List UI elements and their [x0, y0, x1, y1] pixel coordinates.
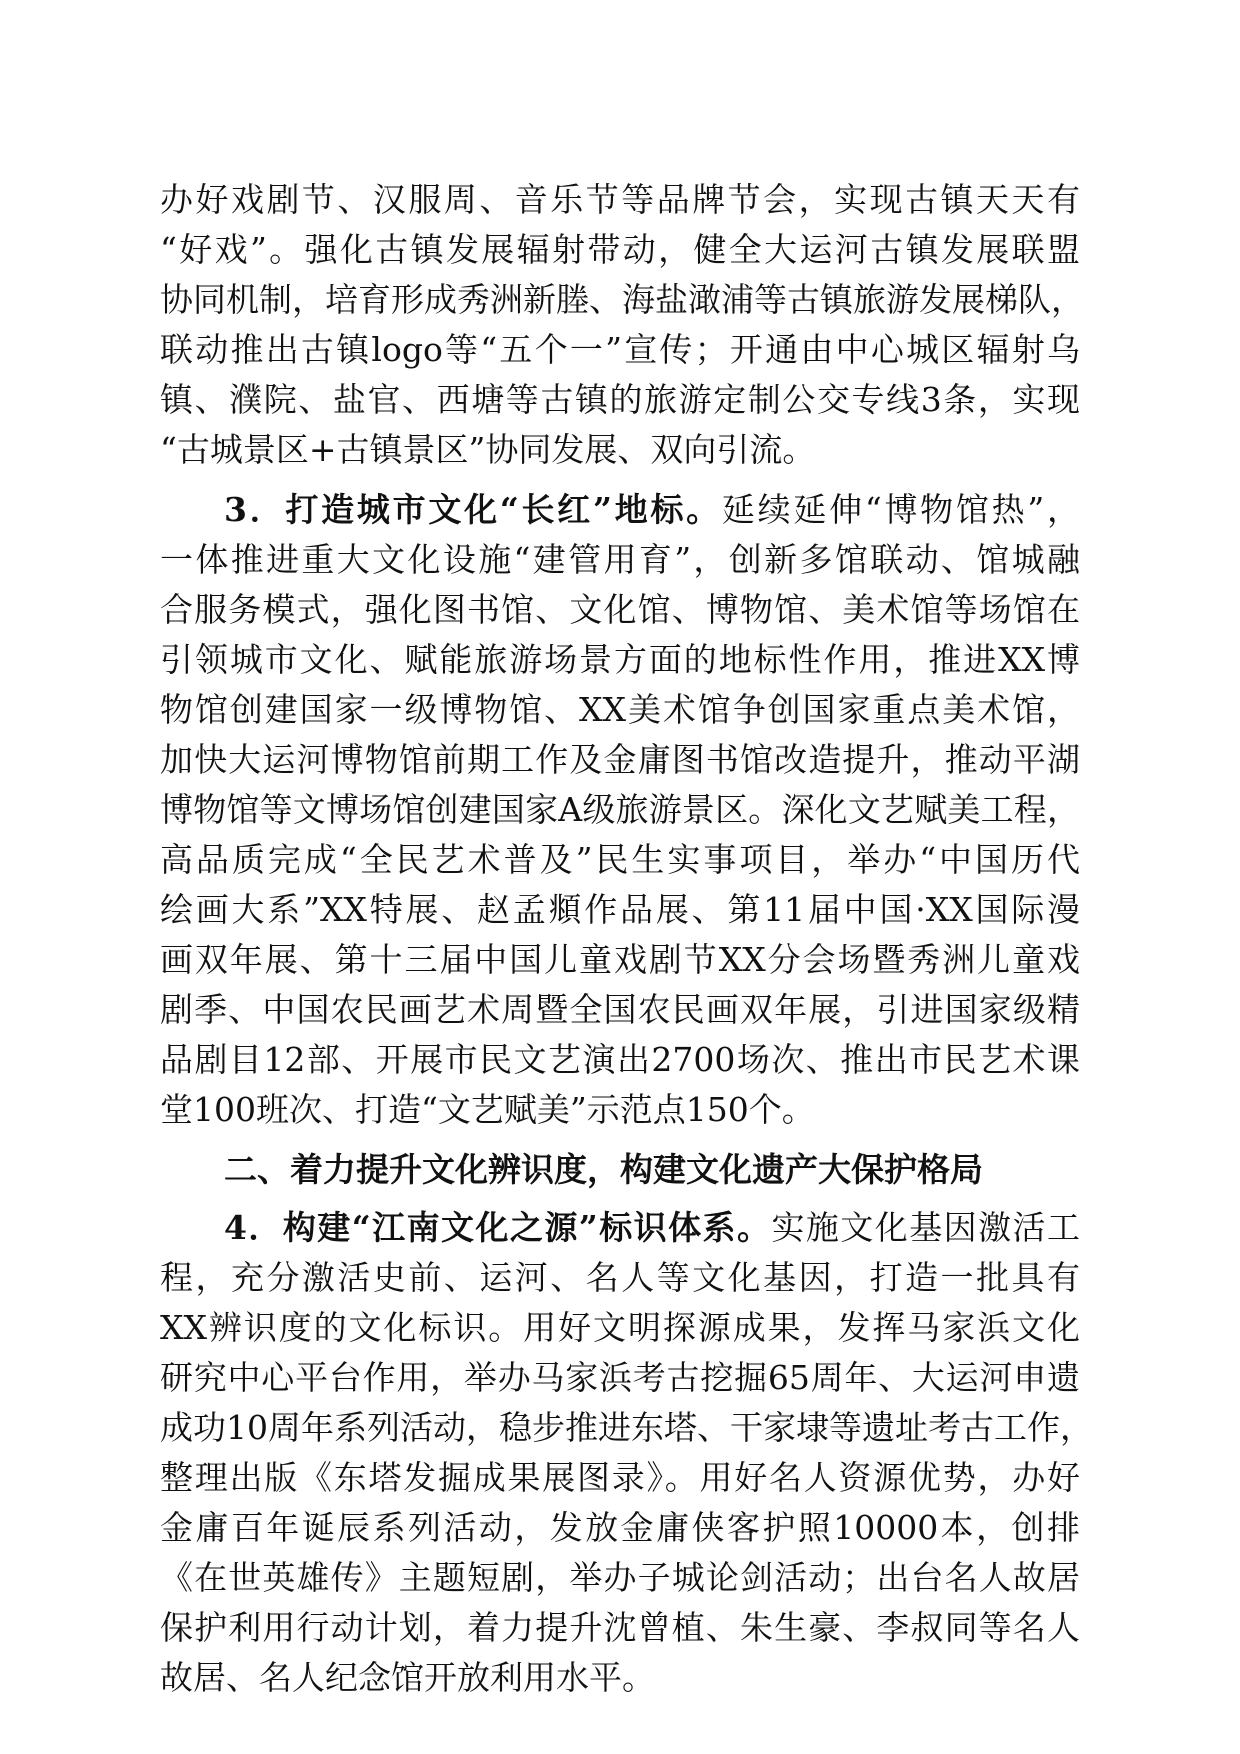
text-line: 引领城市文化、赋能旅游场景方面的地标性作用，推进XX博: [160, 640, 1080, 679]
paragraph-first-line: [224, 485, 1080, 535]
text-line: 博物馆等文博场馆创建国家A级旅游景区。深化文艺赋美工程，: [160, 790, 1080, 829]
text-line: 故居、名人纪念馆开放利用水平。: [160, 1658, 655, 1697]
text-line: 保护利用行动计划，着力提升沈曾植、朱生豪、李叔同等名人: [160, 1608, 1080, 1647]
text-line: 程，充分激活史前、运河、名人等文化基因，打造一批具有: [160, 1258, 1080, 1297]
paragraph-first-line-text: 延续延伸“博物馆热”，: [721, 490, 1080, 529]
text-line: 堂100班次、打造“文艺赋美”示范点150个。: [160, 1090, 815, 1129]
text-line: “好戏”。强化古镇发展辐射带动，健全大运河古镇发展联盟: [160, 230, 1080, 269]
text-line: “古城景区+古镇景区”协同发展、双向引流。: [160, 430, 816, 469]
paragraph-heading: 4．构建“江南文化之源”标识体系。: [224, 1208, 772, 1247]
text-line: 画双年展、第十三届中国儿童戏剧节XX分会场暨秀洲儿童戏: [160, 940, 1080, 979]
paragraph-first-line-text: 实施文化基因激活工: [771, 1208, 1080, 1247]
text-line: 镇、濮院、盐官、西塘等古镇的旅游定制公交专线3条，实现: [160, 380, 1080, 419]
text-line: 办好戏剧节、汉服周、音乐节等品牌节会，实现古镇天天有: [160, 180, 1080, 219]
text-line: 一体推进重大文化设施“建管用育”，创新多馆联动、馆城融: [160, 540, 1080, 579]
text-line: 剧季、中国农民画艺术周暨全国农民画双年展，引进国家级精: [160, 990, 1080, 1029]
paragraph-heading: 3．打造城市文化“长红”地标。: [224, 490, 722, 529]
section-heading: 二、着力提升文化辨识度，构建文化遗产大保护格局: [224, 1150, 983, 1189]
text-line: 合服务模式，强化图书馆、文化馆、博物馆、美术馆等场馆在: [160, 590, 1080, 629]
paragraph-first-line: [224, 1203, 1080, 1253]
text-line: 高品质完成“全民艺术普及”民生实事项目，举办“中国历代: [160, 840, 1080, 879]
text-line: 联动推出古镇logo等“五个一”宣传；开通由中心城区辐射乌: [160, 330, 1080, 369]
text-line: 整理出版《东塔发掘成果展图录》。用好名人资源优势，办好: [160, 1458, 1080, 1497]
text-line: 加快大运河博物馆前期工作及金庸图书馆改造提升，推动平湖: [160, 740, 1080, 779]
text-line: 《在世英雄传》主题短剧，举办子城论剑活动；出台名人故居: [160, 1558, 1080, 1597]
text-line: 绘画大系”XX特展、赵孟頫作品展、第11届中国·XX国际漫: [160, 890, 1080, 929]
text-line: 成功10周年系列活动，稳步推进东塔、干家埭等遗址考古工作，: [160, 1408, 1093, 1447]
text-line: 协同机制，培育形成秀洲新塍、海盐澉浦等古镇旅游发展梯队，: [160, 280, 1084, 319]
text-line: 金庸百年诞辰系列活动，发放金庸侠客护照10000本，创排: [160, 1508, 1080, 1547]
text-line: XX辨识度的文化标识。用好文明探源成果，发挥马家浜文化: [160, 1308, 1080, 1347]
text-line: 研究中心平台作用，举办马家浜考古挖掘65周年、大运河申遗: [160, 1358, 1080, 1397]
text-line: 物馆创建国家一级博物馆、XX美术馆争创国家重点美术馆，: [160, 690, 1080, 729]
text-line: 品剧目12部、开展市民文艺演出2700场次、推出市民艺术课: [160, 1040, 1080, 1079]
